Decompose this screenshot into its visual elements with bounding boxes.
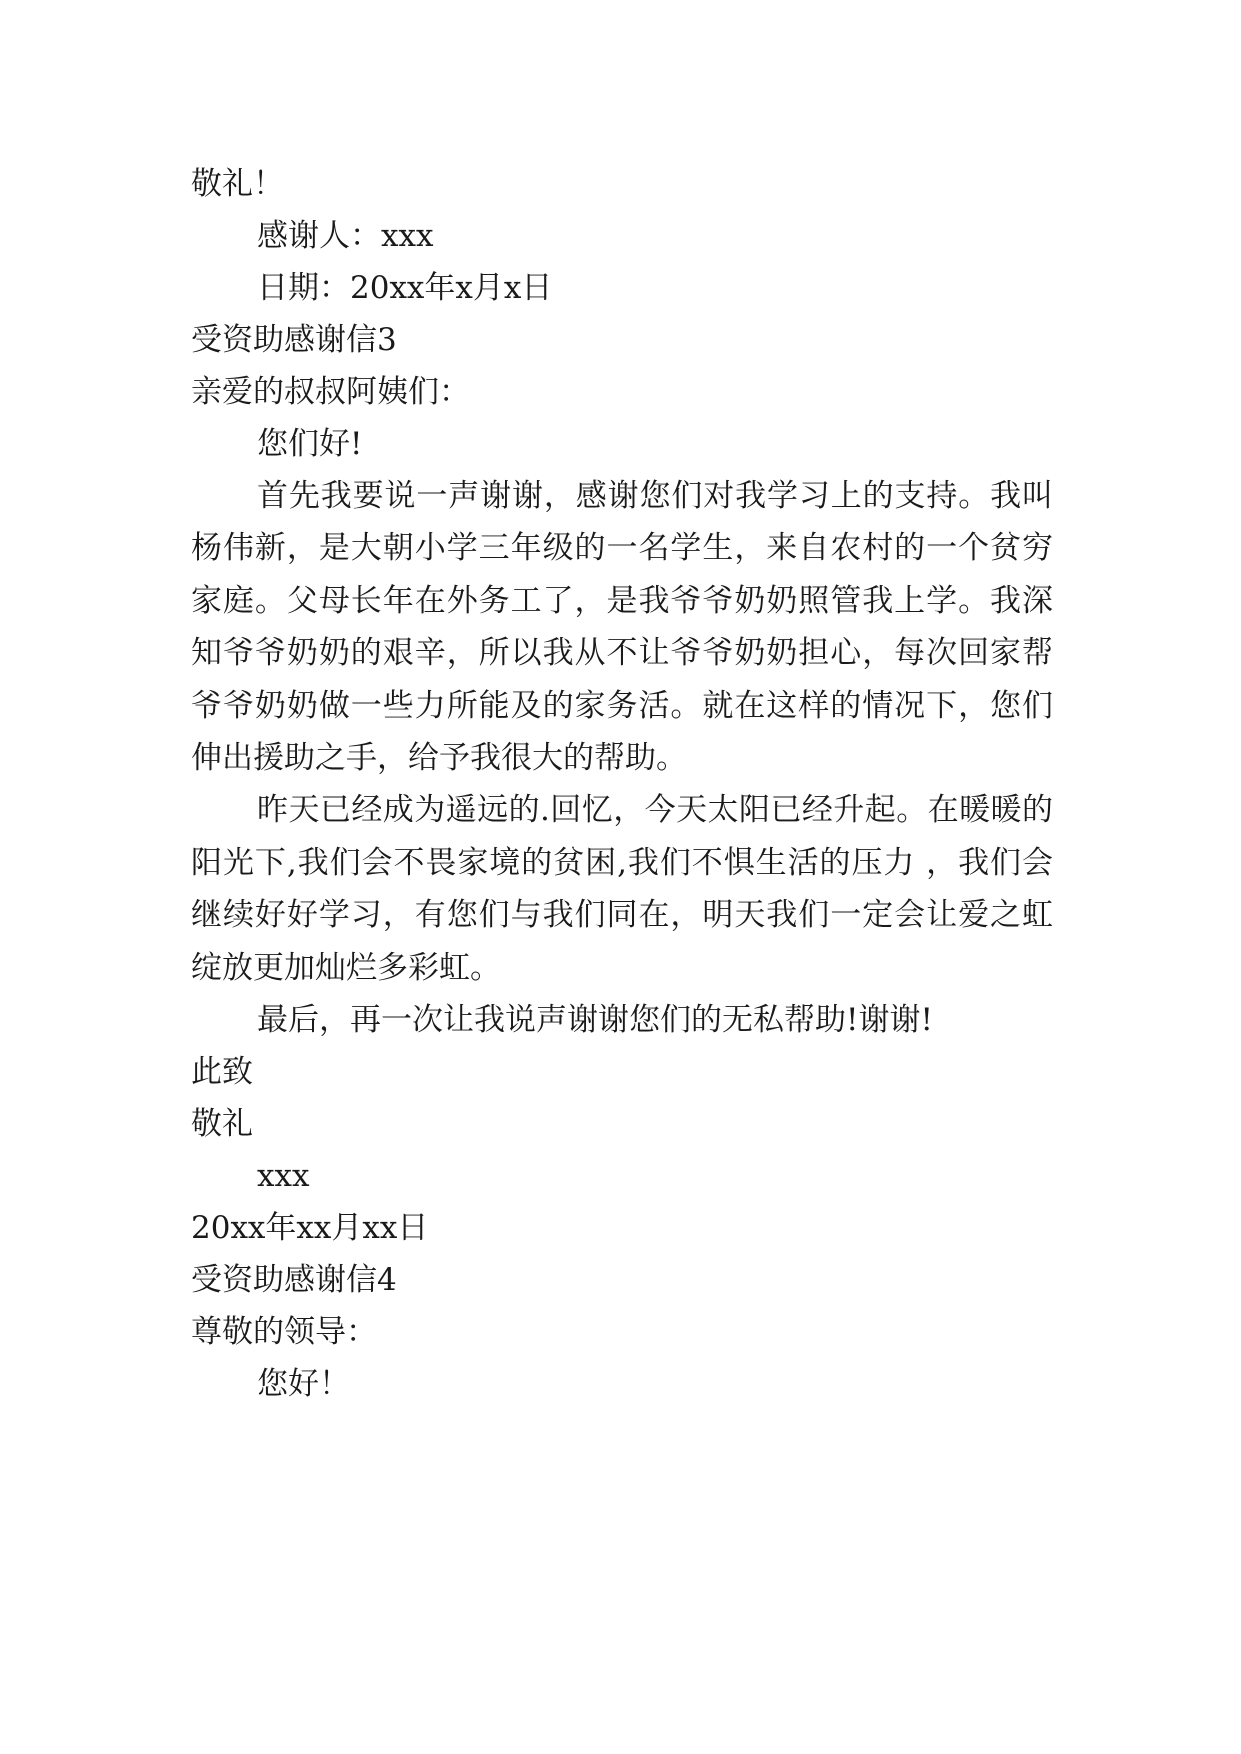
closing-salute: 敬礼！ — [191, 166, 284, 202]
letter3-signature: xxx — [257, 1158, 310, 1195]
letter3-title: 受资助感谢信3 — [191, 322, 397, 358]
letter4-salutation: 尊敬的领导： — [191, 1314, 377, 1351]
letter3-date: 20xx年xx月xx日 — [191, 1210, 429, 1247]
thanker-line: 感谢人：xxx — [257, 218, 434, 254]
letter3-closing-b: 敬礼 — [191, 1106, 253, 1143]
date-line: 日期：20xx年x月x日 — [257, 270, 553, 306]
letter4-title: 受资助感谢信4 — [191, 1262, 397, 1299]
letter3-paragraph-2: 昨天已经成为遥远的.回忆，今天太阳已经升起。在暖暖的阳光下,我们会不畏家境的贫困,我们不惧生活的压力 ，我们会继续好好学习，有您们与我们同在，明天我们一定会让爱之虹绽放更加灿烂多彩虹。 — [191, 792, 1053, 986]
letter3-salutation: 亲爱的叔叔阿姨们： — [191, 374, 470, 410]
letter3-paragraph-3: 最后，再一次让我说声谢谢您们的无私帮助!谢谢! — [257, 1002, 933, 1039]
letter3-paragraph-1: 首先我要说一声谢谢，感谢您们对我学习上的支持。我叫杨伟新，是大朝小学三年级的一名学生，来自农村的一个贫穷家庭。父母长年在外务工了，是我爷爷奶奶照管我上学。我深知爷爷奶奶的艰辛，所以我从不让爷爷奶奶担心，每次回家帮爷爷奶奶做一些力所能及的家务活。就在这样的情况下，您们伸出援助之手，给予我很大的帮助。 — [191, 478, 1053, 777]
letter3-closing-a: 此致 — [191, 1054, 253, 1091]
letter4-greeting: 您好！ — [257, 1366, 350, 1403]
letter3-greeting: 您们好! — [257, 426, 363, 462]
document-body — [191, 158, 1053, 1410]
